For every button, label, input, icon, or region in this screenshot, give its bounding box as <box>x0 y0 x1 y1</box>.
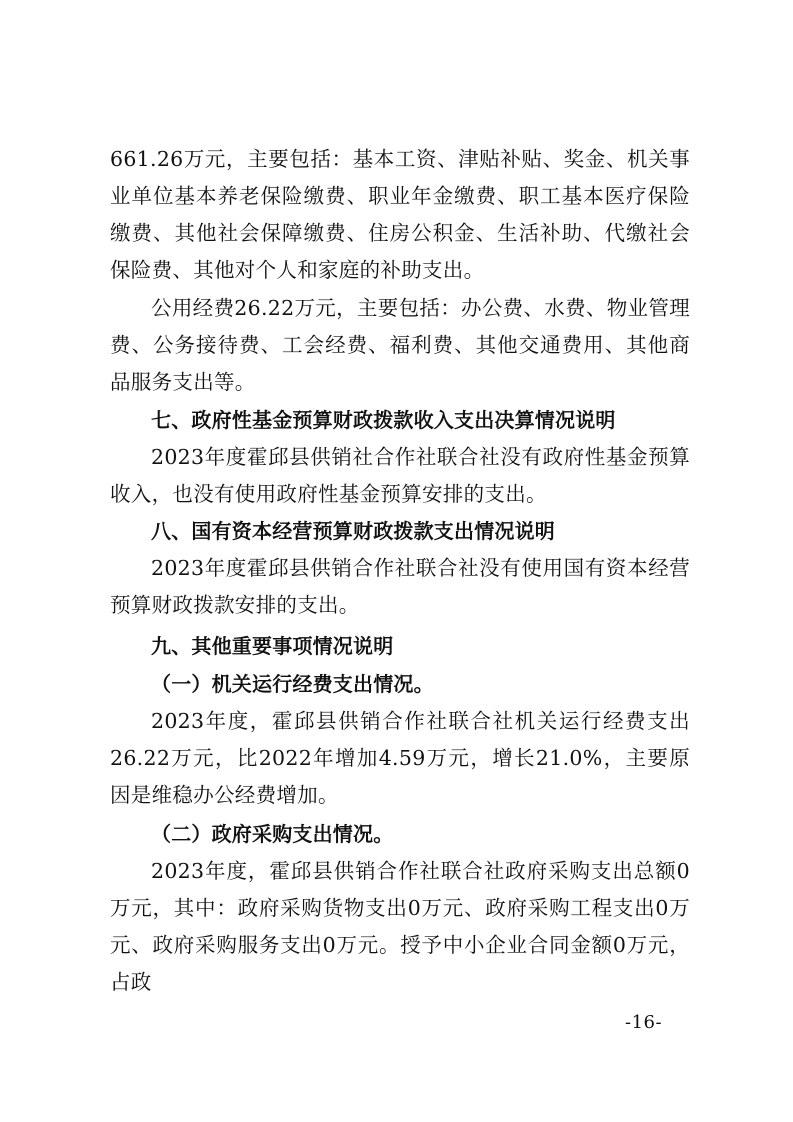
heading-section-7: 七、政府性基金预算财政拨款收入支出决算情况说明 <box>151 408 616 432</box>
paragraph-public-expenses: 公用经费26.22万元，主要包括：办公费、水费、物业管理费、公务接待费、工会经费、福利费、其他交通费用、其他商品服务支出等。 <box>110 296 690 394</box>
heading-section-8: 八、国有资本经营预算财政拨款支出情况说明 <box>151 519 555 543</box>
document-body <box>110 141 690 1001</box>
paragraph-state-capital: 2023年度霍邱县供销合作社联合社没有使用国有资本经营预算财政拨款安排的支出。 <box>110 556 690 617</box>
paragraph-personnel-expenses: 661.26万元，主要包括：基本工资、津贴补贴、奖金、机关事业单位基本养老保险缴费、职业年金缴费、职工基本医疗保险缴费、其他社会保障缴费、住房公积金、生活补助、代缴社会保险费、其他对个人和家庭的补助支出。 <box>110 147 690 282</box>
paragraph-government-fund: 2023年度霍邱县供销社合作社联合社没有政府性基金预算收入，也没有使用政府性基金预算安排的支出。 <box>110 445 690 506</box>
heading-section-9: 九、其他重要事项情况说明 <box>151 634 394 658</box>
page-number: -16- <box>625 1012 663 1033</box>
paragraph-government-procurement: 2023年度，霍邱县供销合作社联合社政府采购支出总额0万元，其中：政府采购货物支出0万元、政府采购工程支出0万元、政府采购服务支出0万元。授予中小企业合同金额0万元，占政 <box>110 859 690 994</box>
heading-section-9-1: （一）机关运行经费支出情况。 <box>151 672 434 696</box>
paragraph-operating-expenses: 2023年度，霍邱县供销合作社联合社机关运行经费支出26.22万元，比2022年增加4.59万元，增长21.0%，主要原因是维稳办公经费增加。 <box>110 709 690 807</box>
heading-section-9-2: （二）政府采购支出情况。 <box>151 822 394 846</box>
